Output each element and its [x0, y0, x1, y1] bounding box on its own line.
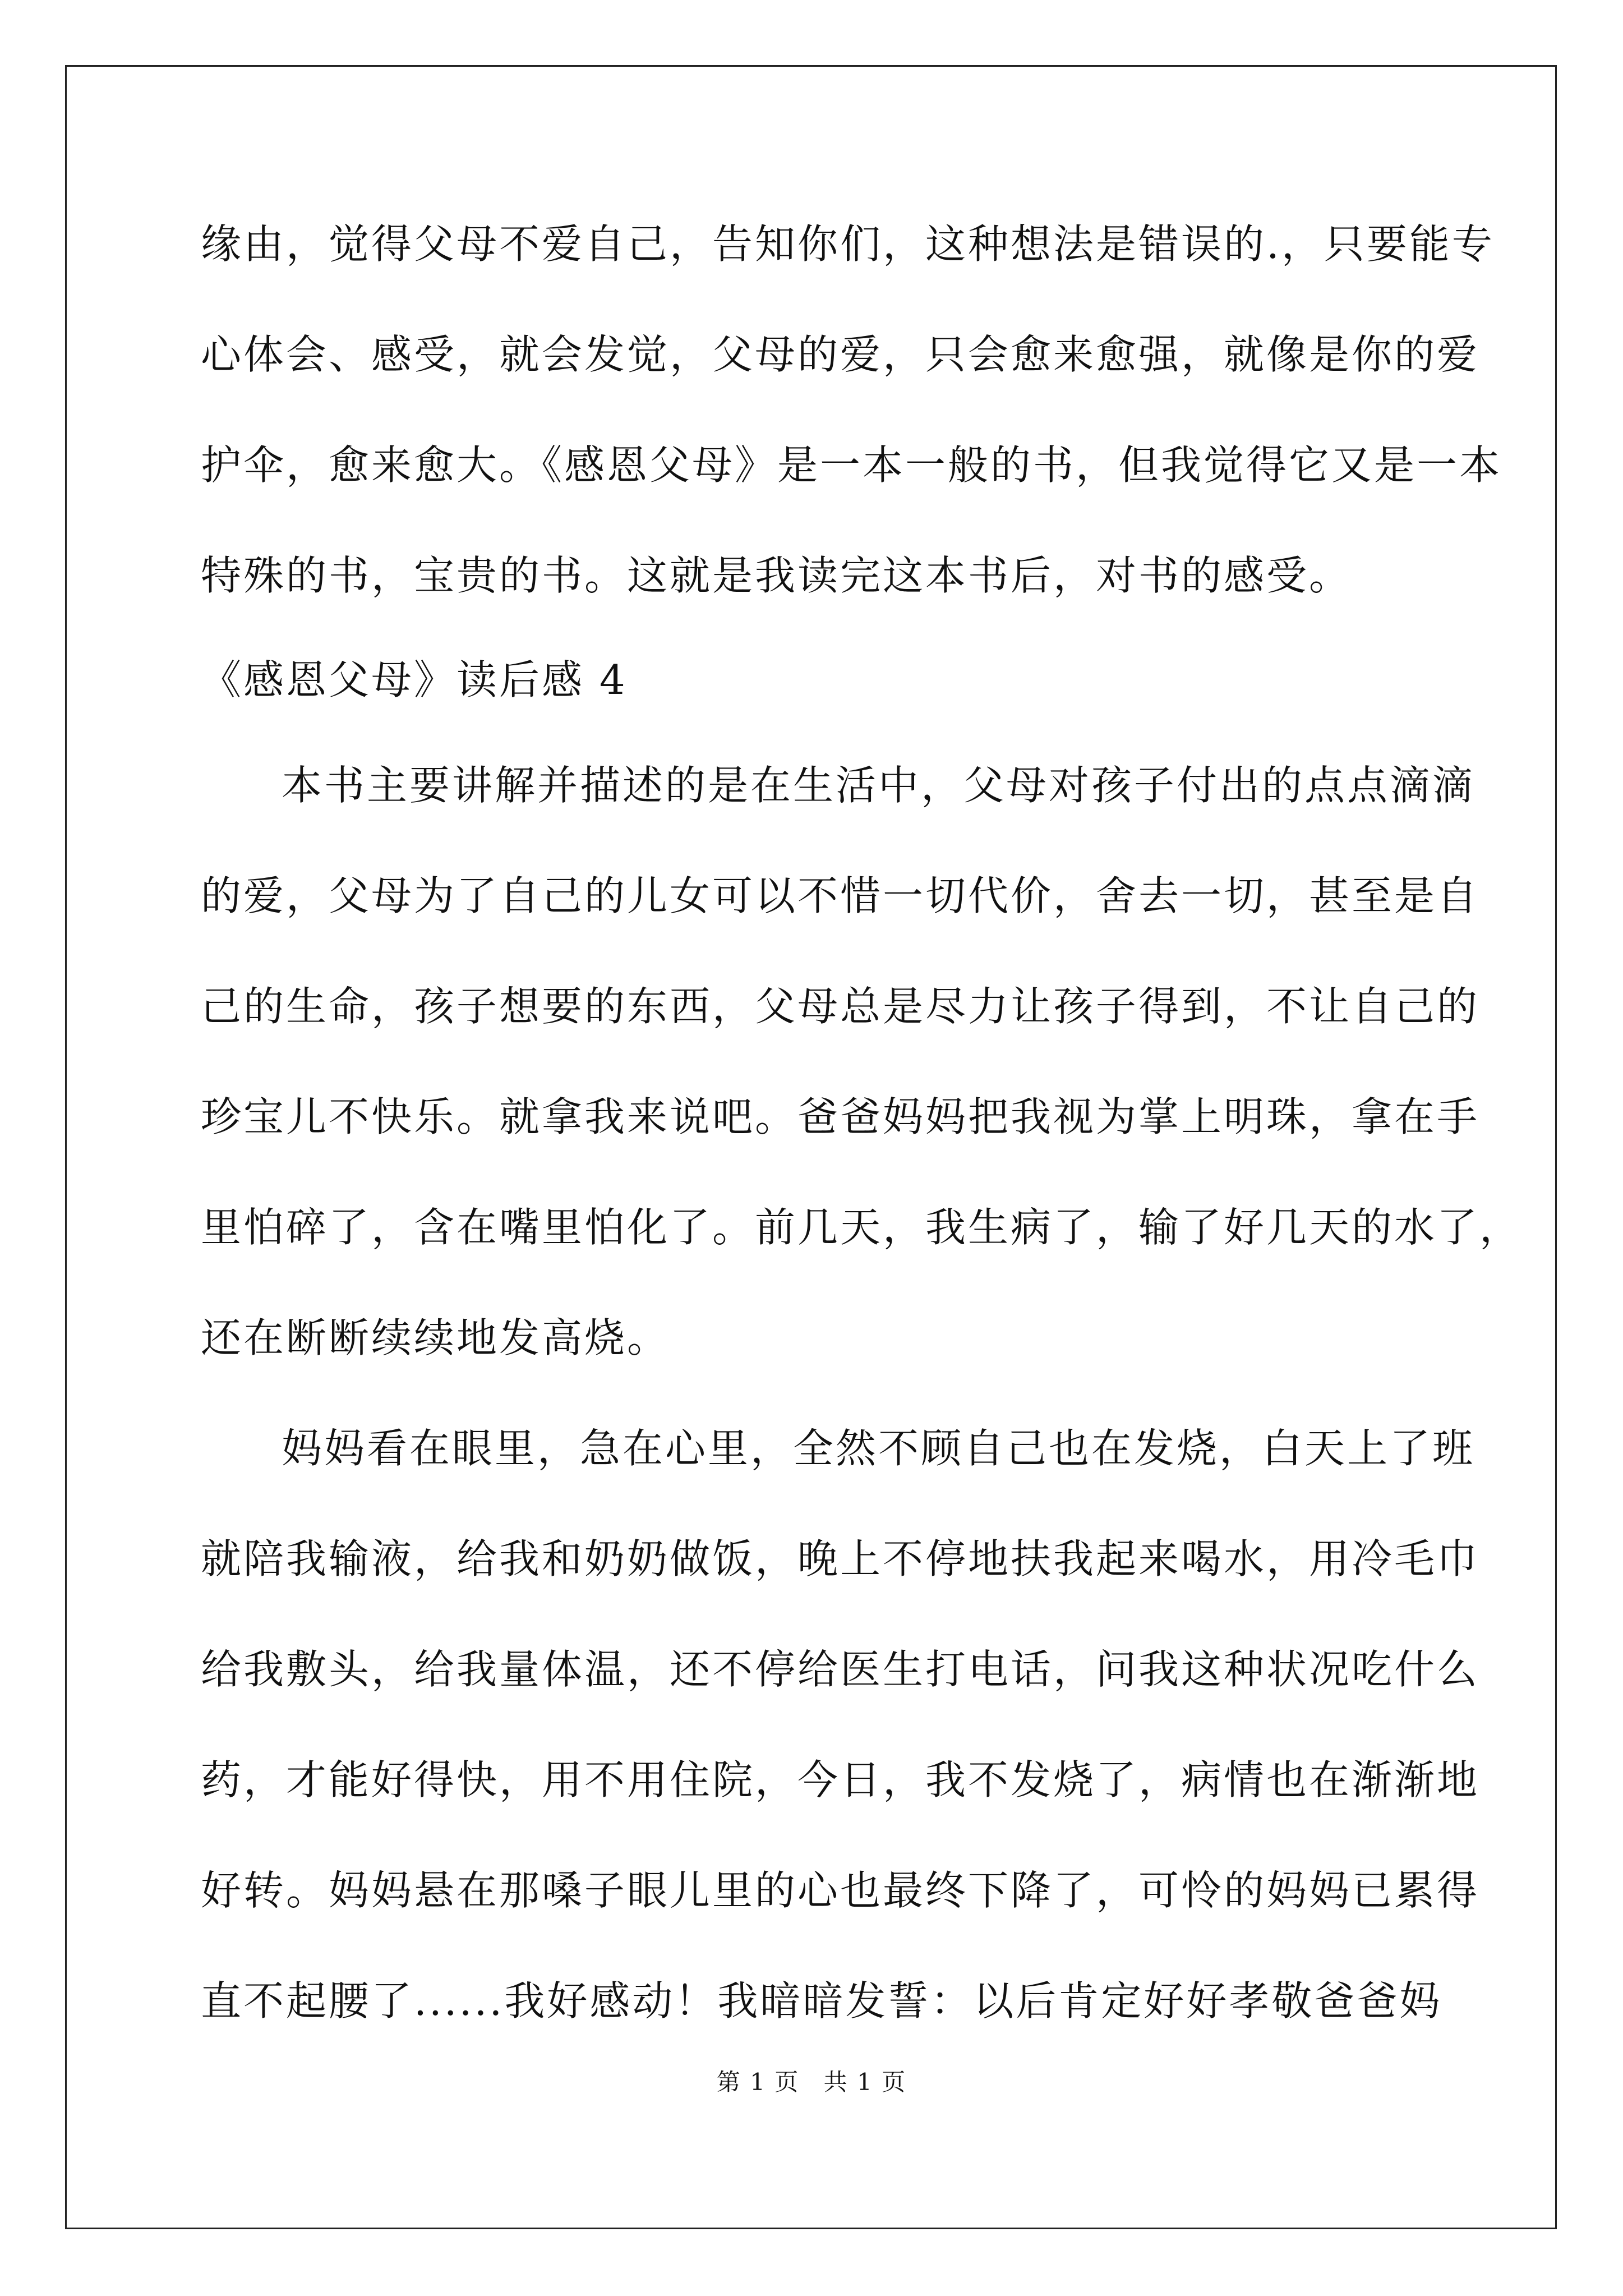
text-line: 好转。妈妈悬在那嗓子眼儿里的心也最终下降了，可怜的妈妈已累得 — [201, 1867, 1480, 1914]
text-line: 里怕碎了，含在嘴里怕化了。前几天，我生病了，输了好几天的水了， — [201, 1204, 1523, 1251]
text-line: 心体会、感受，就会发觉，父母的爱，只会愈来愈强，就像是你的爱 — [201, 331, 1480, 378]
page-footer — [0, 2065, 1623, 2099]
paragraph-start-line: 妈妈看在眼里，急在心里，全然不顾自己也在发烧，白天上了班 — [282, 1425, 1476, 1472]
text-line: 还在断断续续地发高烧。 — [201, 1314, 670, 1361]
text-line: 缘由，觉得父母不爱自己，告知你们，这种想法是错误的.，只要能专 — [201, 220, 1495, 268]
text-line: 的爱，父母为了自己的儿女可以不惜一切代价，舍去一切，甚至是自 — [201, 872, 1480, 919]
section-heading: 《感恩父母》读后感 4 — [201, 656, 628, 703]
text-line: 珍宝儿不快乐。就拿我来说吧。爸爸妈妈把我视为掌上明珠，拿在手 — [201, 1093, 1480, 1140]
page-number: 第 1 页 — [716, 2068, 800, 2096]
text-line: 特殊的书，宝贵的书。这就是我读完这本书后，对书的感受。 — [201, 552, 1352, 599]
text-line: 护伞，愈来愈大。《感恩父母》是一本一般的书，但我觉得它又是一本 — [201, 441, 1502, 489]
page-total: 共 1 页 — [823, 2068, 907, 2096]
text-line: 给我敷头，给我量体温，还不停给医生打电话，问我这种状况吃什么 — [201, 1646, 1480, 1693]
text-line: 己的生命，孩子想要的东西，父母总是尽力让孩子得到，不让自己的 — [201, 983, 1480, 1030]
text-line: 直不起腰了......我好感动！我暗暗发誓：以后肯定好好孝敬爸爸妈 — [201, 1977, 1442, 2024]
text-line: 就陪我输液，给我和奶奶做饭，晚上不停地扶我起来喝水，用冷毛巾 — [201, 1535, 1480, 1582]
text-line: 药，才能好得快，用不用住院，今日，我不发烧了，病情也在渐渐地 — [201, 1756, 1480, 1803]
paragraph-start-line: 本书主要讲解并描述的是在生活中，父母对孩子付出的点点滴滴 — [282, 762, 1476, 809]
